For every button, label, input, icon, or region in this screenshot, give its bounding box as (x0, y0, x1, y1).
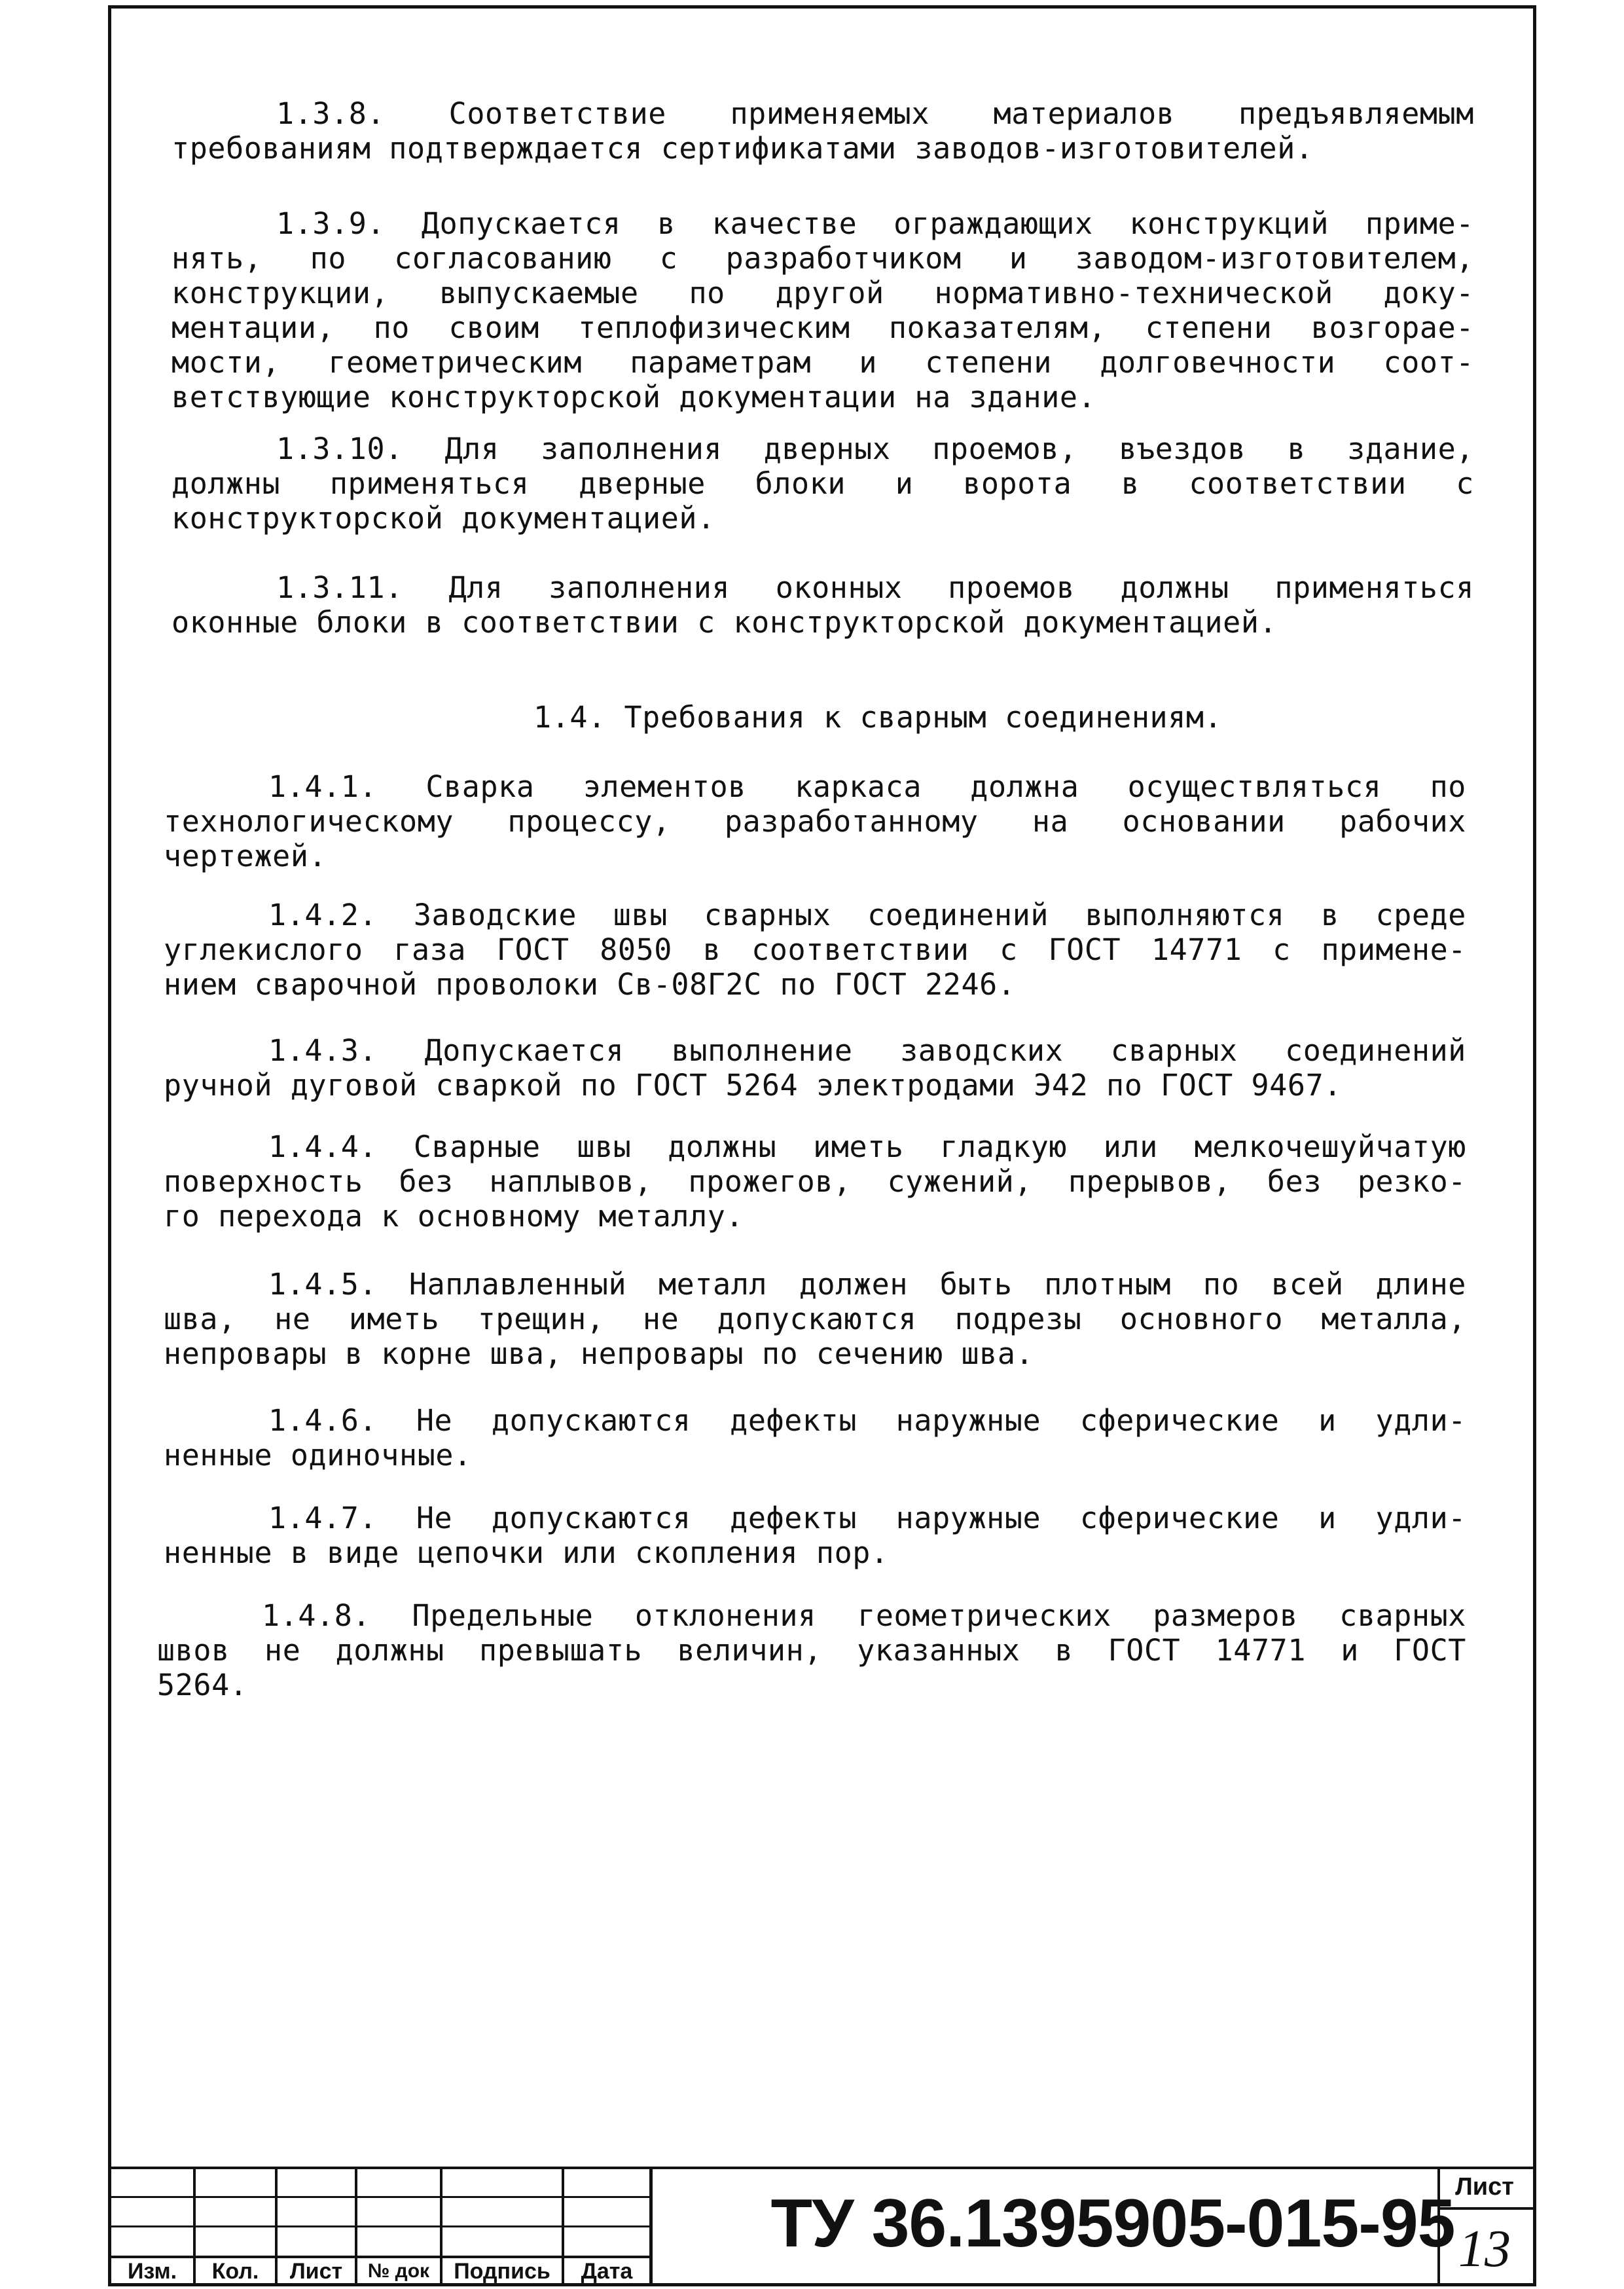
paragraph-1-3-10 (171, 431, 1474, 536)
paragraph-1-4-4 (164, 1129, 1466, 1234)
sheet-label: Лист (1455, 2173, 1514, 2201)
paragraph-1-3-8 (171, 96, 1474, 166)
text-line: 1.4.4. Сварные швы должны иметь гладкую или мелкочешуйчатую (268, 1129, 1466, 1164)
text-line: оконные блоки в соответствии с конструкторской документацией. (171, 605, 1278, 640)
text-line: нием сварочной проволоки Св-08Г2С по ГОСТ 2246. (164, 967, 1016, 1002)
paragraph-1-4-8 (157, 1598, 1466, 1702)
text-line: конструкции, выпускаемые по другой нормативно-технической доку- (171, 276, 1474, 310)
document-sheet (108, 5, 1536, 2286)
document-code: ТУ 36.1395905-015-95 (770, 2186, 1455, 2262)
text-line: 1.4.3. Допускается выполнение заводских сварных соединений (268, 1033, 1466, 1068)
text-line: должны применяться дверные блоки и ворота в соответствии с (171, 466, 1474, 501)
text-line: 1.3.9. Допускается в качестве ограждающих конструкций приме- (276, 206, 1474, 241)
section-heading: 1.4. Требования к сварным соединениям. (533, 700, 1223, 735)
paragraph-1-4-3 (164, 1033, 1466, 1103)
text-line: 1.4.7. Не допускаются дефекты наружные сферические и удли- (268, 1501, 1466, 1535)
text-line: шва, не иметь трещин, не допускаются подрезы основного металла, (164, 1302, 1466, 1336)
text-line: ненные одиночные. (164, 1438, 472, 1473)
title-block-rule (111, 2167, 652, 2169)
column-label-quantity: Кол. (211, 2259, 259, 2284)
text-line: 1.3.8. Соответствие применяемых материалов предъявляемым (276, 96, 1474, 131)
column-label-date: Дата (581, 2259, 633, 2284)
text-line: мости, геометрическим параметрам и степени долговечности соот- (171, 345, 1474, 380)
text-line: чертежей. (164, 839, 327, 873)
title-block-rule (111, 2225, 652, 2227)
text-line: требованиям подтверждается сертификатами заводов-изготовителей. (171, 131, 1314, 166)
title-block (111, 2167, 1533, 2286)
text-line: непровары в корне шва, непровары по сечению шва. (164, 1336, 1034, 1371)
text-line: ветствующие конструкторской документации на здание. (171, 380, 1096, 414)
paragraph-1-4-1 (164, 769, 1466, 873)
paragraph-1-3-11 (171, 570, 1474, 640)
text-line: углекислого газа ГОСТ 8050 в соответствии с ГОСТ 14771 с примене- (164, 932, 1466, 967)
paragraph-1-4-7 (164, 1501, 1466, 1570)
paragraph-1-4-5 (164, 1267, 1466, 1371)
text-line: ментации, по своим теплофизическим показателям, степени возгорае- (171, 310, 1474, 345)
text-line: 1.4.1. Сварка элементов каркаса должна осуществляться по (268, 769, 1466, 804)
text-line: 1.3.11. Для заполнения оконных проемов должны применяться (276, 570, 1474, 605)
text-line: го перехода к основному металлу. (164, 1199, 744, 1234)
text-line: нять, по согласованию с разработчиком и заводом-изготовителем, (171, 241, 1474, 276)
text-line: конструкторской документацией. (171, 501, 715, 536)
title-block-rule (652, 2167, 1533, 2169)
text-line: 1.4.2. Заводские швы сварных соединений выполняются в среде (268, 898, 1466, 932)
text-line: 1.4.6. Не допускаются дефекты наружные сферические и удли- (268, 1403, 1466, 1438)
text-line: 5264. (157, 1668, 248, 1702)
title-block-rule (111, 2196, 652, 2198)
text-line: 1.3.10. Для заполнения дверных проемов, въездов в здание, (276, 431, 1474, 466)
paragraph-1-3-9 (171, 206, 1474, 414)
column-label-revision: Изм. (127, 2259, 177, 2284)
text-line: ручной дуговой сваркой по ГОСТ 5264 электродами Э42 по ГОСТ 9467. (164, 1068, 1342, 1103)
text-line: технологическому процессу, разработанному на основании рабочих (164, 804, 1466, 839)
paragraph-1-4-2 (164, 898, 1466, 1002)
text-line: швов не должны превышать величин, указанных в ГОСТ 14771 и ГОСТ (157, 1633, 1466, 1668)
title-block-rule (649, 2167, 653, 2286)
paragraph-1-4-6 (164, 1403, 1466, 1473)
column-label-document-number: № док (367, 2260, 430, 2282)
column-label-signature: Подпись (454, 2259, 550, 2284)
text-line: 1.4.8. Предельные отклонения геометрических размеров сварных (262, 1598, 1466, 1633)
text-line: поверхность без наплывов, прожегов, сужений, прерывов, без резко- (164, 1164, 1466, 1199)
text-line: ненные в виде цепочки или скопления пор. (164, 1535, 889, 1570)
column-label-sheet: Лист (289, 2259, 343, 2284)
text-line: 1.4.5. Наплавленный металл должен быть плотным по всей длине (268, 1267, 1466, 1302)
sheet-number: 13 (1458, 2220, 1511, 2278)
